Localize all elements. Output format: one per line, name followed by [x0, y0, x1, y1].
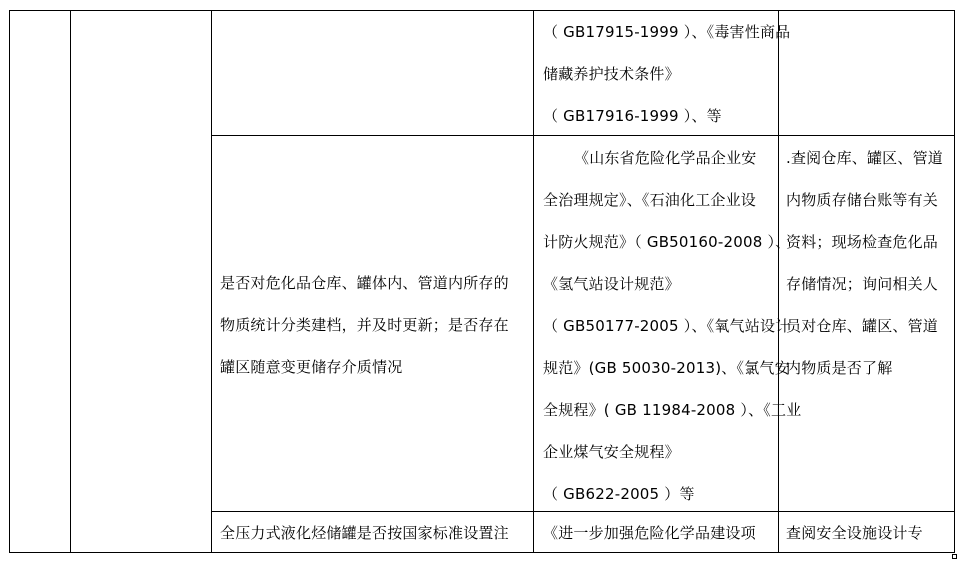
- standards-line: 全治理规定》、《石油化工企业设: [543, 191, 757, 209]
- method-line: 查阅安全设施设计专: [786, 524, 923, 542]
- method-line: .查阅仓库、罐区、管道: [786, 149, 943, 167]
- row2-method-cell: [779, 136, 954, 511]
- row3-method-cell: [779, 512, 954, 552]
- standards-line: 规范》(GB 50030-2013)、《氯气安: [543, 359, 790, 377]
- standards-line: 《氢气站设计规范》: [543, 275, 680, 293]
- method-line: 资料；现场检查危化品: [786, 233, 939, 251]
- table-move-handle[interactable]: [952, 554, 957, 559]
- row1-standards-cell: [534, 11, 791, 135]
- standards-line: （ GB17915-1999 ）、《毒害性商品: [543, 23, 791, 41]
- standards-line: （ GB622-2005 ）等: [543, 485, 695, 503]
- column-border-5: [954, 10, 955, 553]
- column-border-0: [9, 10, 10, 553]
- item-line: 物质统计分类建档，并及时更新；是否存在: [220, 316, 509, 334]
- standards-line: （ GB17916-1999 ）、等: [543, 107, 722, 125]
- standards-line: 计防火规范》（ GB50160-2008 ）、: [543, 233, 791, 251]
- standards-line: 《进一步加强危险化学品建设项: [543, 524, 756, 542]
- standards-line: 《山东省危险化学品企业安: [574, 149, 757, 167]
- table-bottom-border: [9, 552, 955, 553]
- row3-item-cell: [212, 512, 533, 552]
- item-line: 罐区随意变更储存介质情况: [220, 358, 403, 376]
- standards-line: （ GB50177-2005 ）、《氧气站设计: [543, 317, 791, 335]
- method-line: 内物质是否了解: [786, 359, 893, 377]
- row2-item-cell: [212, 136, 533, 511]
- table-top-border: [9, 10, 955, 11]
- row2-standards-cell: [534, 136, 802, 511]
- method-line: 存储情况；询问相关人: [786, 275, 939, 293]
- method-line: 员对仓库、罐区、管道: [786, 317, 939, 335]
- item-line: 是否对危化品仓库、罐体内、管道内所存的: [220, 274, 509, 292]
- method-line: 内物质存储台账等有关: [786, 191, 939, 209]
- standards-line: 储藏养护技术条件》: [543, 65, 680, 83]
- standards-line: 企业煤气安全规程》: [543, 443, 680, 461]
- standards-line: 全规程》( GB 11984-2008 ）、《工业: [543, 401, 802, 419]
- row3-standards-cell: [534, 512, 778, 552]
- item-line: 全压力式液化烃储罐是否按国家标准设置注: [220, 524, 509, 542]
- column-border-1: [70, 10, 71, 553]
